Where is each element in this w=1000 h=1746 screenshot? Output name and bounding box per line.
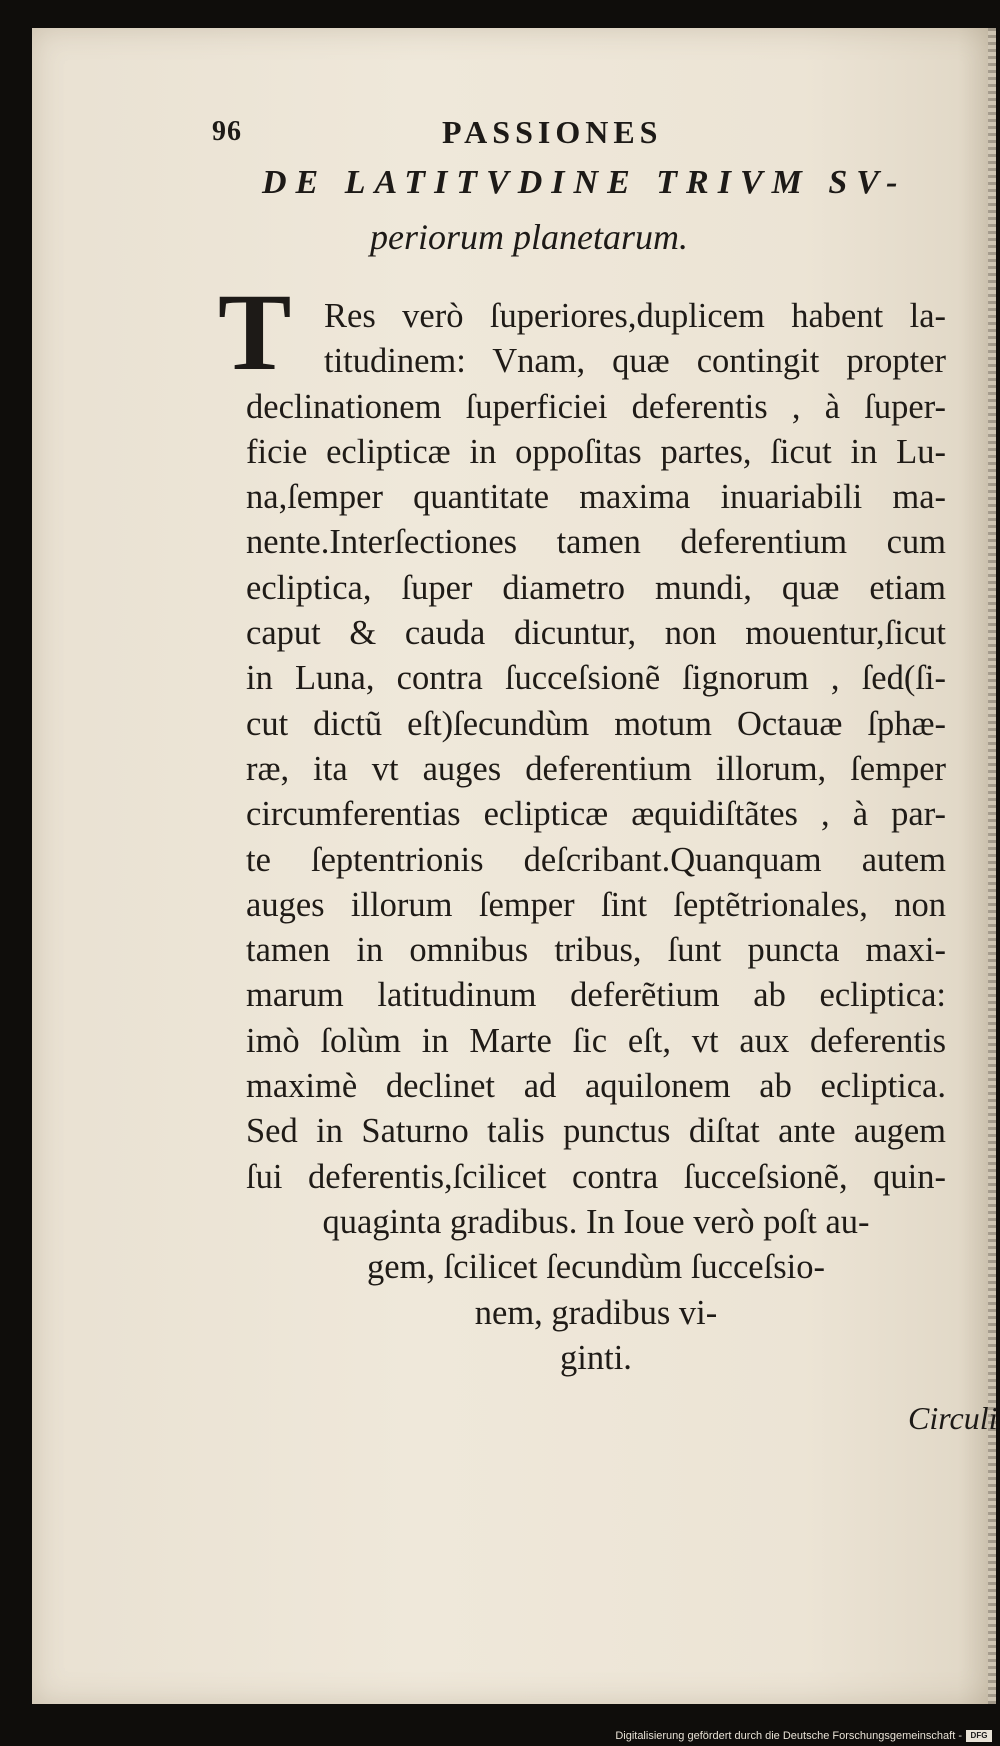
body-text <box>246 294 946 1381</box>
page-edge <box>988 28 996 1704</box>
text-line: Sed in Saturno talis punctus diſtat ante augem <box>246 1112 946 1151</box>
text-line: ecliptica, ſuper diametro mundi, quæ etiam <box>246 568 946 607</box>
section-title-line-1: DE LATITVDINE TRIVM SV- <box>262 164 907 201</box>
text-line: auges illorum ſemper ſint ſeptẽtrionales, non <box>246 885 946 924</box>
digitization-credit <box>615 1730 992 1742</box>
section-title-line-2: periorum planetarum. <box>370 217 688 257</box>
text-line: nente.Interſectiones tamen deferentium cum <box>246 523 946 562</box>
catchword: Circuli <box>908 1400 998 1436</box>
text-line: maximè declinet ad aquilonem ab ecliptica. <box>246 1067 946 1106</box>
text-line: Res verò ſuperiores,duplicem habent la- <box>324 297 946 335</box>
text-line: na,ſemper quantitate maxima inuariabili ma- <box>246 478 946 517</box>
text-line: ficie eclipticæ in oppoſitas partes, ſicut in Lu- <box>246 432 946 471</box>
credit-text: Digitalisierung gefördert durch die Deutsche Forschungsgemeinschaft - <box>615 1730 962 1742</box>
book-page <box>32 28 996 1704</box>
text-line: in Luna, contra ſucceſsionẽ ſignorum , ſed(ſi- <box>246 659 946 698</box>
dfg-logo-icon: DFG <box>966 1730 992 1742</box>
drop-cap-initial: T <box>218 271 292 393</box>
text-line: caput & cauda dicuntur, non mouentur,ſicut <box>246 614 946 653</box>
text-line: ræ, ita vt auges deferentium illorum, ſemper <box>246 749 946 788</box>
running-title: PASSIONES <box>442 114 663 150</box>
text-line: te ſeptentrionis deſcribant.Quanquam autem <box>246 840 946 879</box>
tail-line: nem, gradibus vi- <box>474 1293 718 1332</box>
text-line: circumferentias eclipticæ æquidiſtãtes , à par- <box>246 795 946 834</box>
text-line: cut dictũ eſt)ſecundùm motum Octauæ ſphæ- <box>246 704 946 743</box>
text-line: marum latitudinum deferẽtium ab ecliptica: <box>246 976 946 1015</box>
tail-line: quaginta gradibus. In Ioue verò poſt au- <box>322 1202 870 1241</box>
text-line: tamen in omnibus tribus, ſunt puncta maxi- <box>246 931 946 970</box>
text-line: declinationem ſuperficiei deferentis , à ſuper- <box>246 387 946 426</box>
text-line: imò ſolùm in Marte ſic eſt, vt aux deferentis <box>246 1021 946 1060</box>
running-head <box>32 88 996 148</box>
text-line: titudinem: Vnam, quæ contingit propter <box>324 342 946 381</box>
page-number: 96 <box>212 116 242 147</box>
tail-line: ginti. <box>560 1338 632 1377</box>
tail-line: gem, ſcilicet ſecundùm ſucceſsio- <box>367 1248 825 1287</box>
text-line: ſui deferentis,ſcilicet contra ſucceſsionẽ, quin- <box>246 1157 946 1196</box>
